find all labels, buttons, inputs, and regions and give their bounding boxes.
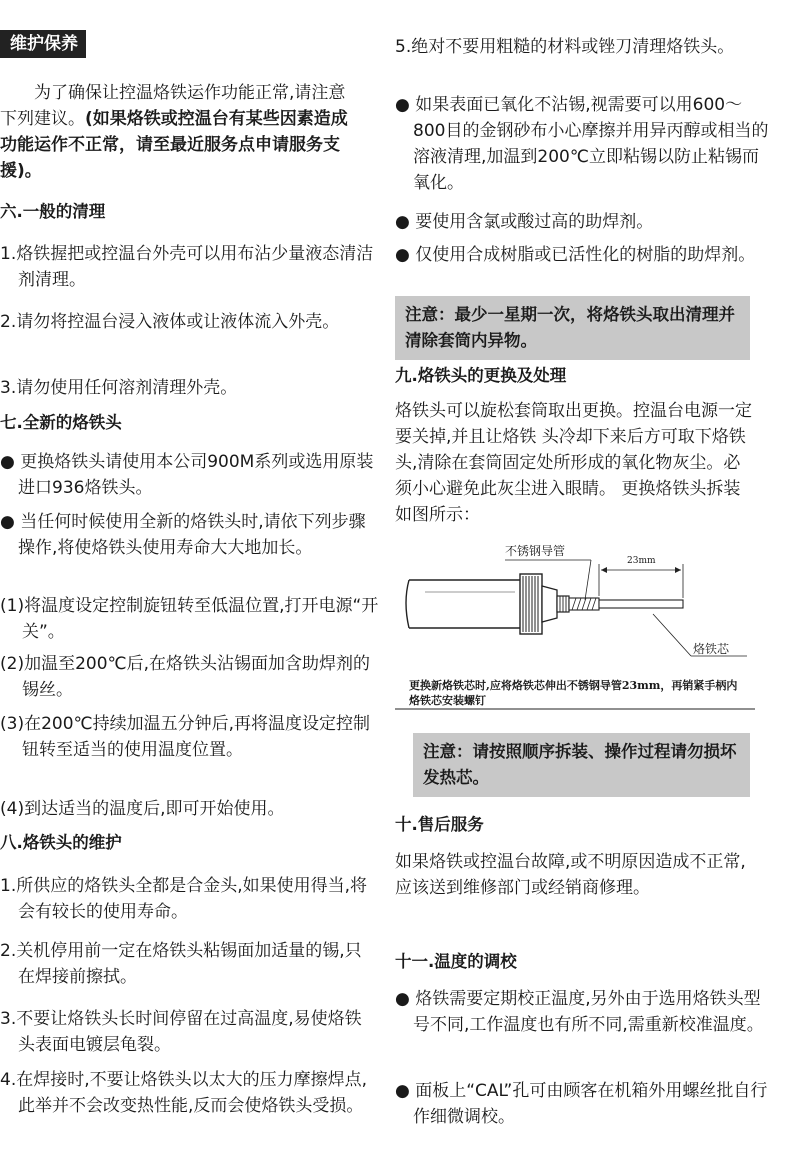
oxidation-bullet: ● 如果表面已氧化不沾锡,视需要可以用600～800目的金钢砂布小心摩擦并用异丙醇或相当的溶液清理,加温到200℃立即粘锡以防止粘锡而氧化。: [395, 95, 769, 193]
dimension-label: 23mm: [627, 556, 656, 566]
diagram-caption: 更换新烙铁芯时,应将烙铁芯伸出不锈钢导管23mm，再销紧手柄内烙铁芯安装螺钉: [409, 679, 738, 707]
s7-step-1: (1)将温度设定控制旋钮转至低温位置,打开电源“开关”。: [0, 596, 379, 642]
s11-bullet-1: ● 烙铁需要定期校正温度,另外由于选用烙铁头型号不同,工作温度也有所不同,需重新校准温度。: [395, 989, 764, 1035]
s8-item-3: 3.不要让烙铁头长时间停留在过高温度,易使烙铁头表面电镀层龟裂。: [0, 1009, 362, 1055]
disassembly-note: 注意：请按照顺序拆装、操作过程请勿损坏发热芯。: [413, 733, 750, 797]
section-6-title: 六.一般的清理: [0, 202, 106, 221]
s7-bullet-2: ● 当任何时候使用全新的烙铁头时,请依下列步骤操作,将使烙铁头使用寿命大大地加长。: [0, 512, 366, 558]
section-11-title: 十一.温度的调校: [395, 952, 517, 971]
weekly-cleaning-note: 注意：最少一星期一次，将烙铁头取出清理并清除套筒内异物。: [395, 296, 750, 360]
s6-item-3: 3.请勿使用任何溶剂清理外壳。: [0, 378, 238, 398]
s6-item-2: 2.请勿将控温台浸入液体或让液体流入外壳。: [0, 312, 340, 332]
s11-bullet-2: ● 面板上“CAL”孔可由顾客在机箱外用螺丝批自行作细微调校。: [395, 1081, 768, 1127]
section-7-title: 七.全新的烙铁头: [0, 413, 122, 432]
s9-body: 烙铁头可以旋松套筒取出更换。控温台电源一定要关掉,并且让烙铁 头冷却下来后方可取下烙铁头,清除在套筒固定处所形成的氧化物灰尘。必须小心避免此灰尘进入眼睛。 更换烙铁头拆装如图所示：: [395, 401, 752, 525]
tube-label: 不锈钢导管: [505, 544, 566, 558]
s6-item-1: 1.烙铁握把或控温台外壳可以用布沾少量液态清洁剂清理。: [0, 244, 374, 290]
s8-item-4: 4.在焊接时,不要让烙铁头以太大的压力摩擦焊点,此举并不会改变热性能,反而会使烙铁头受损。: [0, 1070, 368, 1116]
s8-item-2: 2.关机停用前一定在烙铁头粘锡面加适量的锡,只在焊接前擦拭。: [0, 941, 362, 987]
s8-item-5: 5.绝对不要用粗糙的材料或锉刀清理烙铁头。: [395, 37, 735, 57]
section-10-title: 十.售后服务: [395, 815, 484, 834]
section-9-title: 九.烙铁头的更换及处理: [395, 366, 567, 385]
maintenance-badge: 维护保养: [0, 30, 86, 58]
s7-step-2: (2)加温至200℃后,在烙铁头沾锡面加含助焊剂的锡丝。: [0, 654, 371, 700]
core-label: 烙铁芯: [693, 642, 730, 656]
intro-text: 为了确保让控温烙铁运作功能正常,请注意下列建议。(如果烙铁或控温台有某些因素造成功能运作不正常，请至最近服务点申请服务支援)。: [0, 83, 348, 181]
s8-item-1: 1.所供应的烙铁头全都是合金头,如果使用得当,将会有较长的使用寿命。: [0, 876, 368, 922]
resin-flux-bullet: ● 仅使用合成树脂或已活性化的树脂的助焊剂。: [395, 245, 756, 265]
s7-step-3: (3)在200℃持续加温五分钟后,再将温度设定控制钮转至适当的使用温度位置。: [0, 714, 371, 760]
section-8-title: 八.烙铁头的维护: [0, 833, 122, 852]
s7-step-4: (4)到达适当的温度后,即可开始使用。: [0, 799, 285, 819]
tip-replacement-diagram: [395, 530, 755, 710]
s7-bullet-1: ● 更换烙铁头请使用本公司900M系列或选用原装进口936烙铁头。: [0, 452, 374, 498]
s10-body: 如果烙铁或控温台故障,或不明原因造成不正常,应该送到维修部门或经销商修理。: [395, 852, 746, 898]
flux-warning-bullet: ● 要使用含氯或酸过高的助焊剂。: [395, 212, 654, 232]
